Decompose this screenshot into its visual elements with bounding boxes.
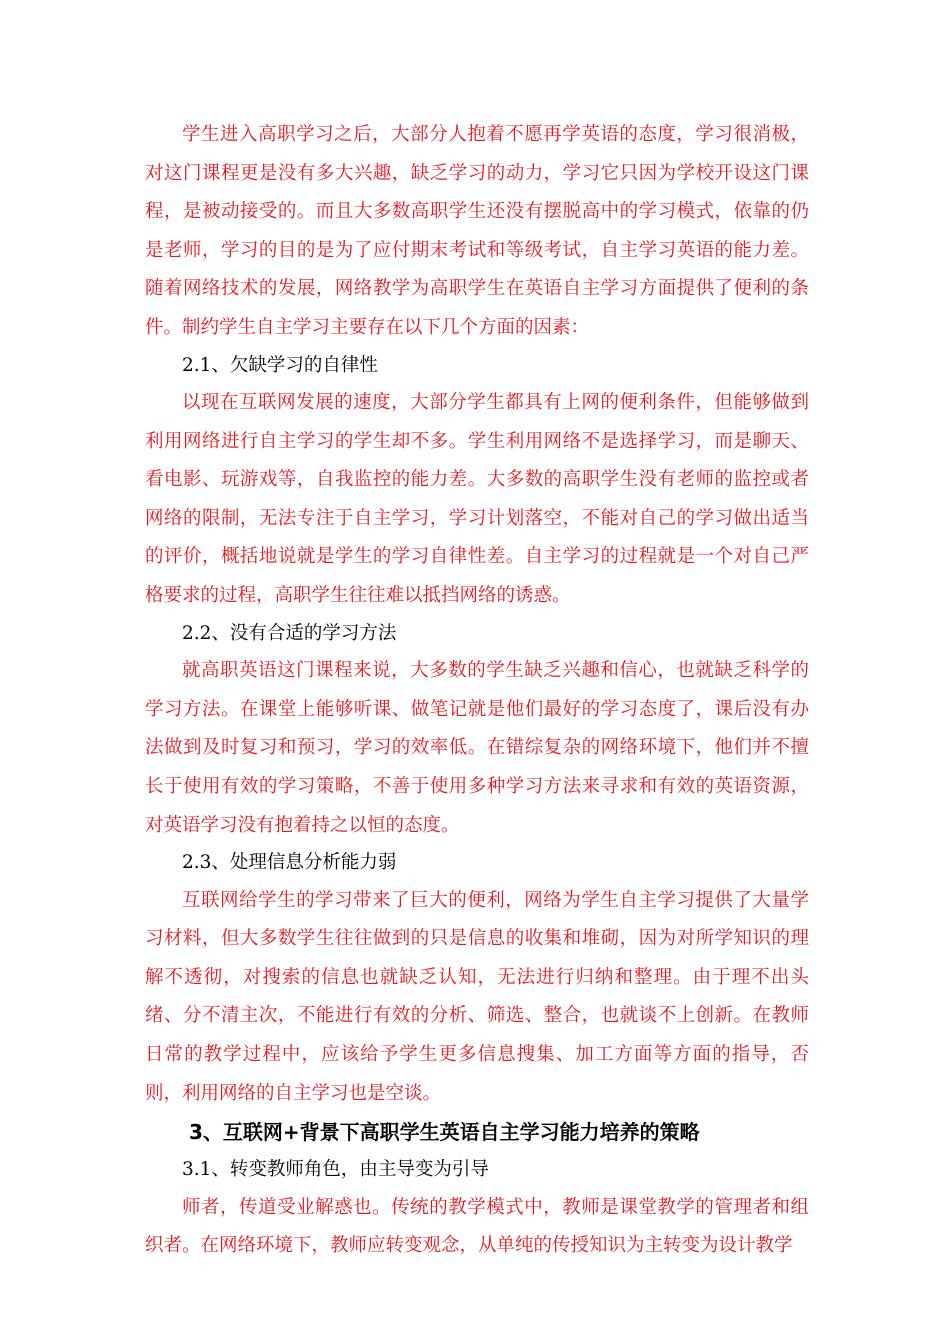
subsection-heading-2-1: 2.1、欠缺学习的自律性 [182,354,378,376]
paragraph-2-1: 以现在互联网发展的速度，大部分学生都具有上网的便利条件，但能够做到利用网络进行自主学习的学生却不多。学生利用网络不是选择学习，而是聊天、看电影、玩游戏等，自我监控的能力差。大多数的高职学生没有老师的监控或者网络的限制，无法专注于自主学习，学习计划落空，不能对自己的学习做出适当的评价，概括地说就是学生的学习自律性差。自主学习的过程就是一个对自己严格要求的过程，高职学生往往难以抵挡网络的诱惑。 [145,392,809,607]
subsection-heading-2-3: 2.3、处理信息分析能力弱 [182,852,397,874]
paragraph-2-2: 就高职英语这门课程来说，大多数的学生缺乏兴趣和信心，也就缺乏科学的学习方法。在课堂上能够听课、做笔记就是他们最好的学习态度了，课后没有办法做到及时复习和预习，学习的效率低。在错综复杂的网络环境下，他们并不擅长于使用有效的学习策略，不善于使用多种学习方法来寻求和有效的英语资源，对英语学习没有抱着持之以恒的态度。 [145,660,809,836]
subsection-heading-3-1: 3.1、转变教师角色，由主导变为引导 [182,1159,489,1181]
subsection-heading-2-2: 2.2、没有合适的学习方法 [182,622,397,644]
intro-paragraph: 学生进入高职学习之后，大部分人抱着不愿再学英语的态度，学习很消极，对这门课程更是没有多大兴趣，缺乏学习的动力，学习它只因为学校开设这门课程，是被动接受的。而且大多数高职学生还没有摆脱高中的学习模式，依靠的仍是老师，学习的目的是为了应付期末考试和等级考试，自主学习英语的能力差。随着网络技术的发展，网络教学为高职学生在英语自主学习方面提供了便利的条件。制约学生自主学习主要存在以下几个方面的因素： [145,124,809,338]
paragraph-3-1: 师者，传道受业解惑也。传统的教学模式中，教师是课堂教学的管理者和组织者。在网络环境下，教师应转变观念，从单纯的传授知识为主转变为设计教学 [145,1196,809,1257]
section-heading-3: 3、互联网+背景下高职学生英语自主学习能力培养的策略 [189,1120,700,1145]
paragraph-2-3: 互联网给学生的学习带来了巨大的便利，网络为学生自主学习提供了大量学习材料，但大多数学生往往做到的只是信息的收集和堆砌，因为对所学知识的理解不透彻，对搜索的信息也就缺乏认知，无法进行归纳和整理。由于理不出头绪、分不清主次，不能进行有效的分析、筛选、整合，也就谈不上创新。在教师日常的教学过程中，应该给予学生更多信息搜集、加工方面等方面的指导，否则，利用网络的自主学习也是空谈。 [145,889,809,1104]
document-body [145,116,809,1266]
